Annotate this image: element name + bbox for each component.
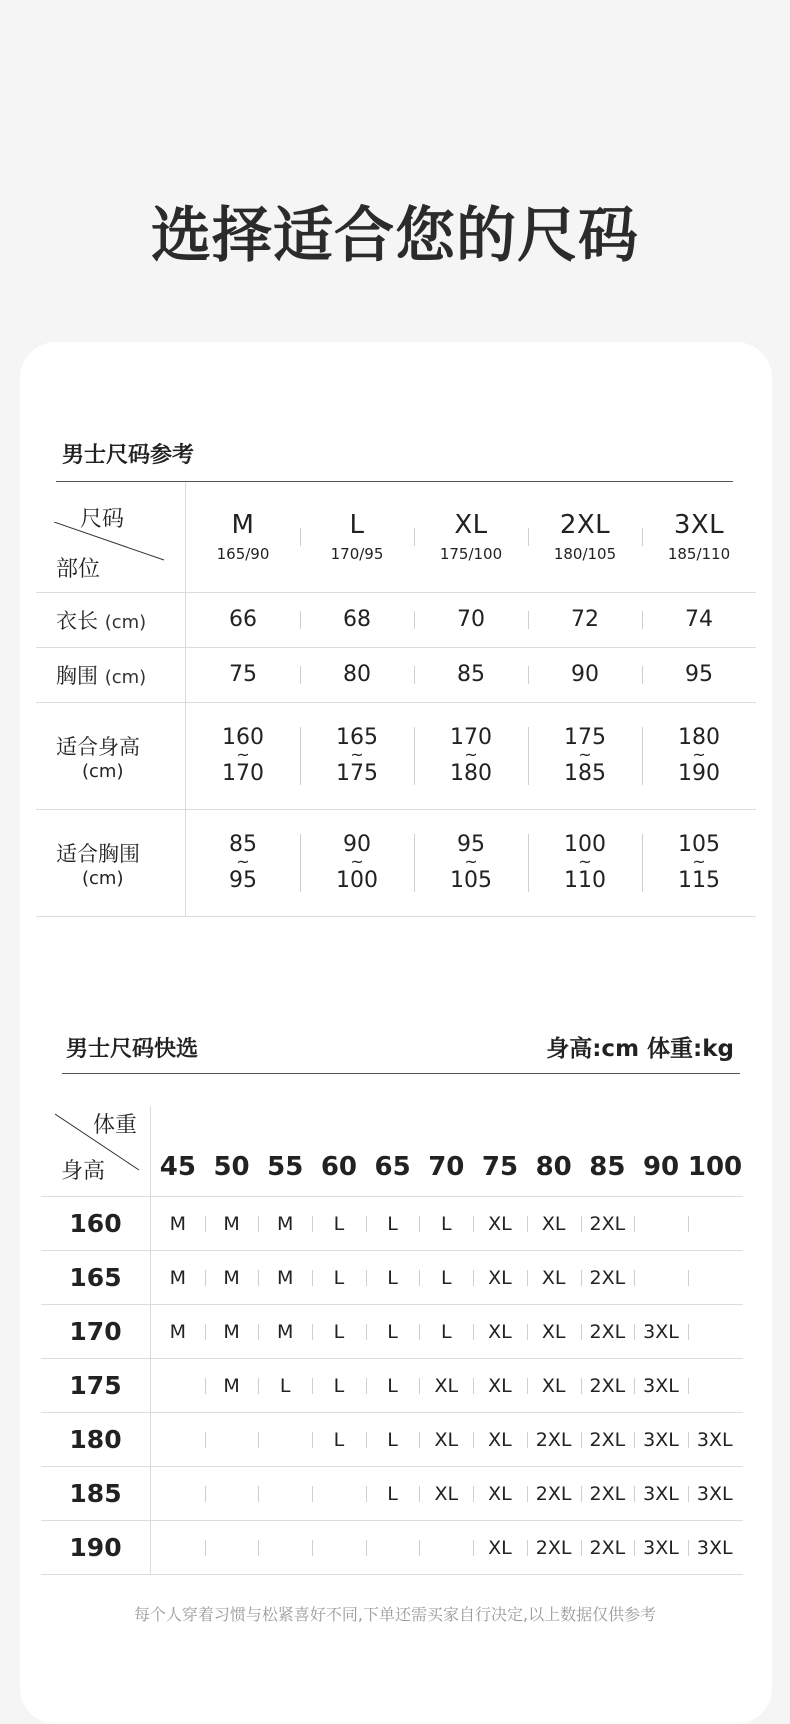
size-cell: XL — [527, 1375, 581, 1397]
corner-header — [36, 482, 186, 592]
size-cell: XL — [473, 1375, 527, 1397]
size-cell: L — [312, 1321, 366, 1343]
size-label: XL — [454, 510, 488, 541]
size-column-header — [300, 511, 414, 562]
row-cells — [186, 648, 756, 702]
value-cell: 95 — [642, 663, 756, 687]
row-label-text: 衣长 — [56, 609, 98, 633]
height-label: 160 — [41, 1197, 151, 1250]
range-max: 115 — [678, 868, 720, 893]
corner-top-label: 尺码 — [80, 507, 125, 532]
size-cell: 2XL — [581, 1537, 635, 1559]
value-cell: 90 — [528, 663, 642, 687]
range-max: 105 — [450, 868, 492, 893]
size-cell: 2XL — [581, 1375, 635, 1397]
disclaimer-note: 每个人穿着习惯与松紧喜好不同,下单还需买家自行决定,以上数据仅供参考 — [133, 1605, 657, 1624]
row-cells — [151, 1467, 743, 1520]
range-separator: ~ — [236, 745, 250, 764]
size-cell: 3XL — [634, 1375, 688, 1397]
row-cells — [186, 703, 756, 809]
range-cell — [414, 726, 528, 786]
size-cell: XL — [527, 1321, 581, 1343]
range-max: 190 — [678, 761, 720, 786]
range-min: 95 — [457, 831, 485, 857]
row-cells — [151, 1521, 743, 1574]
weight-column-header: 100 — [687, 1152, 743, 1182]
row-label — [36, 593, 186, 647]
row-unit: (cm) — [82, 760, 124, 782]
row-cells — [151, 1251, 743, 1304]
size-cell: 3XL — [634, 1483, 688, 1505]
corner-bottom-label: 部位 — [56, 557, 101, 582]
size-cell: M — [258, 1321, 312, 1343]
size-cell: L — [366, 1429, 420, 1451]
size-cell: 2XL — [581, 1429, 635, 1451]
row-unit: (cm) — [82, 867, 124, 889]
range-cell — [186, 833, 300, 893]
table-row — [41, 1467, 743, 1521]
size-column-header — [186, 511, 300, 562]
range-cell — [642, 726, 756, 786]
size-reference-table — [36, 482, 756, 917]
size-spec: 185/110 — [667, 545, 731, 564]
size-cell: M — [205, 1213, 259, 1235]
value-cell: 70 — [414, 608, 528, 632]
size-cell: XL — [419, 1429, 473, 1451]
size-cell: L — [419, 1321, 473, 1343]
value-cell: 68 — [300, 608, 414, 632]
range-cell — [528, 833, 642, 893]
range-min: 180 — [678, 724, 720, 750]
range-separator: ~ — [464, 852, 478, 871]
row-label-text: 适合胸围 — [56, 841, 140, 866]
size-cell: L — [419, 1267, 473, 1289]
corner-header — [41, 1106, 151, 1196]
size-cell: 3XL — [634, 1429, 688, 1451]
size-cell: 2XL — [581, 1321, 635, 1343]
value-cell: 66 — [229, 606, 257, 632]
range-min: 105 — [678, 831, 720, 857]
table-header-row — [41, 1106, 743, 1197]
height-label: 165 — [41, 1251, 151, 1304]
range-separator: ~ — [692, 745, 706, 764]
quick-pick-title: 男士尺码快选 — [66, 1037, 199, 1062]
size-cell: M — [169, 1320, 187, 1343]
weight-column-header: 45 — [159, 1152, 196, 1182]
value-cell: 85 — [414, 663, 528, 687]
row-label — [36, 648, 186, 702]
range-separator: ~ — [464, 745, 478, 764]
weight-column-header: 90 — [642, 1152, 680, 1182]
weight-column-header: 55 — [267, 1152, 304, 1182]
row-label-text: 适合身高 — [56, 734, 140, 759]
size-spec: 180/105 — [553, 545, 617, 564]
size-cell: M — [258, 1267, 312, 1289]
corner-bottom-label: 身高 — [61, 1159, 106, 1184]
size-cell: XL — [527, 1213, 581, 1235]
size-cell: M — [169, 1212, 187, 1235]
size-cell: M — [205, 1321, 259, 1343]
range-max: 180 — [450, 761, 492, 786]
size-cell: L — [312, 1429, 366, 1451]
row-cells — [186, 593, 756, 647]
range-separator: ~ — [692, 852, 706, 871]
range-min: 85 — [229, 831, 257, 857]
value-cell: 75 — [229, 661, 257, 687]
table-header-row — [36, 482, 756, 593]
weight-column-header: 85 — [589, 1152, 626, 1182]
corner-top-label: 体重 — [93, 1113, 138, 1138]
value-cell: 72 — [528, 608, 642, 632]
height-label: 190 — [41, 1521, 151, 1574]
row-label — [36, 703, 186, 809]
size-cell: XL — [419, 1483, 473, 1505]
size-label: 2XL — [559, 510, 611, 541]
height-label: 185 — [41, 1467, 151, 1520]
size-cell: XL — [473, 1321, 527, 1343]
range-cell — [300, 726, 414, 786]
size-spec: 175/100 — [439, 545, 503, 564]
size-cell: L — [312, 1267, 366, 1289]
size-cell: 2XL — [581, 1267, 635, 1289]
range-min: 100 — [564, 831, 606, 857]
size-column-header — [528, 511, 642, 562]
range-separator: ~ — [578, 852, 592, 871]
size-cell: XL — [473, 1213, 527, 1235]
size-cell: 3XL — [634, 1537, 688, 1559]
size-spec: 170/95 — [330, 545, 384, 564]
row-label-line — [56, 660, 185, 690]
size-cell: XL — [473, 1429, 527, 1451]
size-label: L — [349, 510, 365, 541]
row-cells — [151, 1197, 743, 1250]
value-cell: 80 — [300, 663, 414, 687]
size-cell: 3XL — [688, 1537, 742, 1559]
range-max: 95 — [229, 868, 257, 893]
table-row — [41, 1521, 743, 1575]
range-cell — [300, 833, 414, 893]
table-row — [41, 1305, 743, 1359]
size-cell: 2XL — [527, 1483, 581, 1505]
range-min: 170 — [450, 724, 492, 750]
weight-column-header: 60 — [320, 1152, 357, 1182]
size-reference-title: 男士尺码参考 — [62, 443, 195, 468]
weight-column-header: 80 — [535, 1152, 572, 1182]
size-cell: L — [366, 1267, 420, 1289]
size-cell: 2XL — [581, 1213, 635, 1235]
size-spec: 165/90 — [216, 545, 270, 564]
table-row — [41, 1197, 743, 1251]
range-min: 165 — [336, 724, 378, 750]
row-label-text: 胸围 — [56, 664, 98, 688]
size-cell: 3XL — [688, 1483, 742, 1505]
range-separator: ~ — [350, 852, 364, 871]
weight-column-header: 70 — [428, 1152, 465, 1182]
size-cell: L — [366, 1375, 420, 1397]
table-row — [36, 648, 756, 703]
range-cell — [528, 726, 642, 786]
size-column-header — [414, 511, 528, 562]
size-cell: XL — [473, 1537, 527, 1559]
size-cell: 2XL — [581, 1483, 635, 1505]
range-cell — [414, 833, 528, 893]
size-cell: 3XL — [688, 1429, 742, 1451]
table-row — [36, 593, 756, 648]
weight-column-header: 50 — [213, 1152, 250, 1182]
size-cell: 2XL — [527, 1429, 581, 1451]
height-label: 170 — [41, 1305, 151, 1358]
size-cell: L — [366, 1213, 420, 1235]
row-unit: (cm) — [104, 667, 147, 688]
row-cells — [151, 1413, 743, 1466]
size-cell: 3XL — [634, 1321, 688, 1343]
row-cells — [151, 1305, 743, 1358]
weight-column-header: 65 — [374, 1152, 411, 1182]
range-cell — [642, 833, 756, 893]
range-cell — [186, 726, 300, 786]
size-cell: M — [205, 1375, 259, 1397]
value-cell: 74 — [642, 608, 756, 632]
size-cell: L — [366, 1321, 420, 1343]
quick-pick-units: 身高:cm 体重:kg — [546, 1036, 734, 1062]
size-cell: L — [312, 1375, 366, 1397]
range-separator: ~ — [350, 745, 364, 764]
size-column-header — [642, 511, 756, 562]
size-label: 3XL — [673, 510, 725, 541]
size-cell: M — [205, 1267, 259, 1289]
range-max: 175 — [336, 761, 378, 786]
range-max: 110 — [564, 868, 606, 893]
row-cells — [186, 810, 756, 916]
height-label: 180 — [41, 1413, 151, 1466]
height-label: 175 — [41, 1359, 151, 1412]
table-row — [36, 703, 756, 810]
row-label — [36, 810, 186, 916]
range-separator: ~ — [236, 852, 250, 871]
row-cells — [151, 1359, 743, 1412]
table-row — [41, 1359, 743, 1413]
range-min: 160 — [222, 724, 264, 750]
size-cell: L — [312, 1213, 366, 1235]
range-max: 100 — [336, 868, 378, 893]
table-row — [41, 1251, 743, 1305]
weight-column-header: 75 — [481, 1152, 519, 1182]
size-cell: XL — [473, 1267, 527, 1289]
size-cell: XL — [473, 1483, 527, 1505]
quick-pick-table — [41, 1106, 743, 1575]
table-row — [41, 1413, 743, 1467]
size-cell: M — [169, 1266, 187, 1289]
size-cell: L — [258, 1375, 312, 1397]
size-cell: L — [419, 1213, 473, 1235]
range-max: 170 — [222, 761, 264, 786]
table-row — [36, 810, 756, 917]
size-cell: XL — [527, 1267, 581, 1289]
divider — [62, 1073, 740, 1074]
range-min: 175 — [564, 724, 606, 750]
page-title: 选择适合您的尺码 — [151, 201, 639, 271]
range-max: 185 — [564, 761, 606, 786]
size-label: M — [231, 510, 255, 541]
range-min: 90 — [343, 831, 371, 857]
range-separator: ~ — [578, 745, 592, 764]
size-cell: M — [258, 1213, 312, 1235]
row-unit: (cm) — [104, 612, 147, 633]
size-cell: L — [366, 1483, 420, 1505]
size-cell: 2XL — [527, 1537, 581, 1559]
row-label-line — [56, 605, 185, 635]
size-cell: XL — [419, 1375, 473, 1397]
